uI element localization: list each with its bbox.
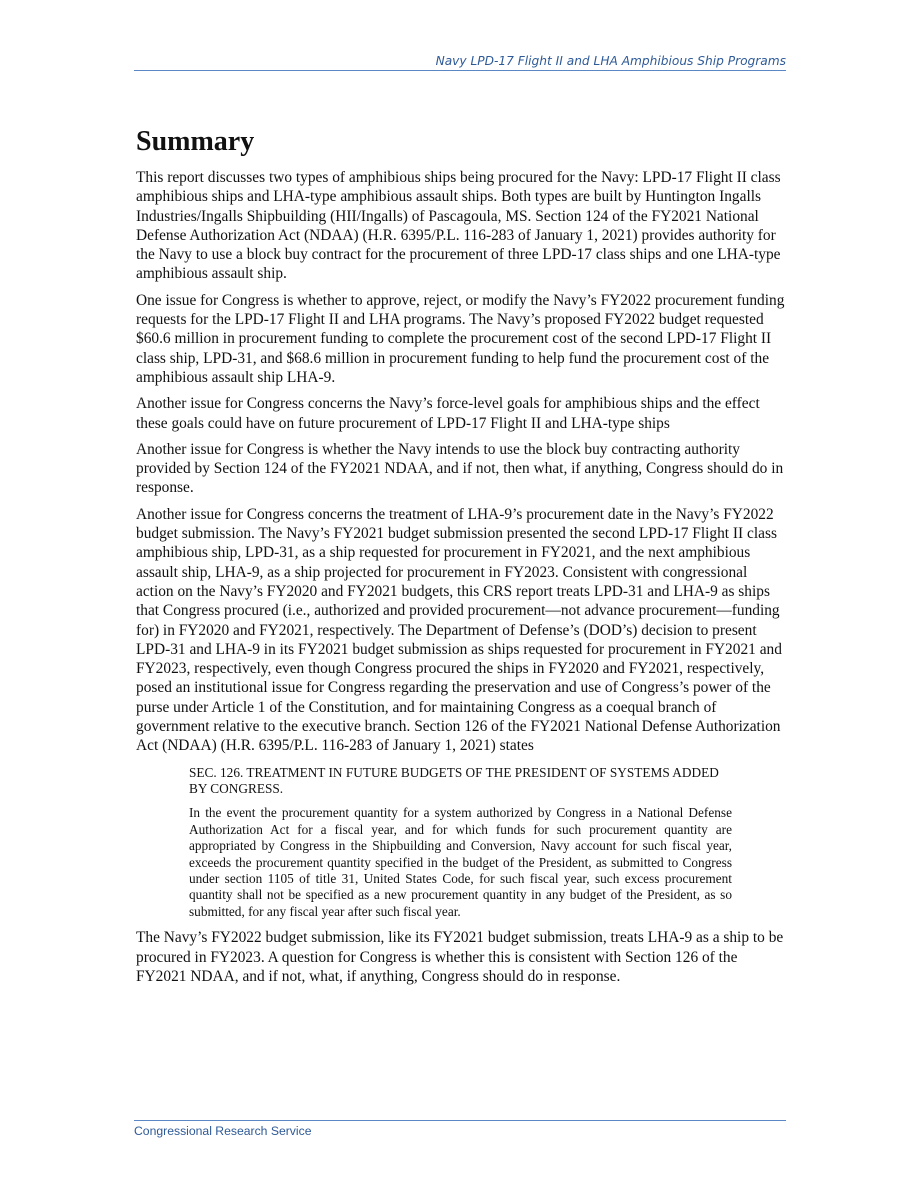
running-footer: [134, 1120, 786, 1138]
summary-section: [136, 124, 788, 993]
summary-closing-paragraph: The Navy’s FY2022 budget submission, like its FY2021 budget submission, treats LHA-9 as a ship to be procured in FY2023. A question for Congress is whether this is consistent with Section 126 of the FY2021 NDAA, and if not, what, if anything, Congress should do in response.: [136, 929, 784, 985]
statute-quote: [189, 765, 732, 921]
statute-text: In the event the procurement quantity for a system authorized by Congress in a National Defense Authorization Act for a fiscal year, and for which funds for such procurement quantity are appropriated by Congress in the Shipbuilding and Conversion, Navy account for such fiscal year, exceeds the procurement quantity specified in the budget of the President, as submitted to Congress under section 1105 of title 31, United States Code, for such fiscal year, such excess procurement quantity shall not be specified as a new procurement quantity in any budget of the President, as so submitted, for any fiscal year after such fiscal year.: [189, 805, 732, 919]
footer-organization: Congressional Research Service: [134, 1124, 312, 1138]
statute-section-title: SEC. 126. TREATMENT IN FUTURE BUDGETS OF THE PRESIDENT OF SYSTEMS ADDED BY CONGRESS.: [189, 764, 719, 797]
summary-paragraph-1: This report discusses two types of amphibious ships being procured for the Navy: LPD-17 Flight II class amphibious ships and LHA-type amphibious assault ships. Both types are built by Huntington Ingalls Industries/Ingalls Shipbuilding (HII/Ingalls) of Pascagoula, MS. Section 124 of the FY2021 National Defense Authorization Act (NDAA) (H.R. 6395/P.L. 116-283 of January 1, 2021) provides authority for the Navy to use a block buy contract for the procurement of three LPD-17 class ships and one LHA-type amphibious assault ship.: [136, 169, 781, 283]
summary-heading: Summary: [136, 126, 255, 157]
summary-paragraph-3: Another issue for Congress concerns the Navy’s force-level goals for amphibious ships and the effect these goals could have on future procurement of LPD-17 Flight II and LHA-type ships: [136, 395, 760, 432]
summary-paragraph-5: Another issue for Congress concerns the treatment of LHA-9’s procurement date in the Navy’s FY2022 budget submission. The Navy’s FY2021 budget submission presented the second LPD-17 Flight II class amphibious ship, LPD-31, as a ship requested for procurement in FY2021, and the next amphibious assault ship, LHA-9, as a ship projected for procurement in FY2023. Consistent with congressional action on the Navy’s FY2020 and FY2021 budgets, this CRS report treats LPD-31 and LHA-9 as ships that Congress procured (i.e., authorized and provided procurement—not advance procurement—funding for) in FY2020 and FY2021, respectively. The Department of Defense’s (DOD’s) decision to present LPD-31 and LHA-9 in its FY2021 budget submission as ships requested for procurement in FY2021 and FY2023, respectively, even though Congress procured the ships in FY2020 and FY2021, respectively, posed an institutional issue for Congress regarding the preservation and use of Congress’s power of the purse under Article 1 of the Constitution, and for maintaining Congress as a coequal branch of government relative to the executive branch. Section 126 of the FY2021 National Defense Authorization Act (NDAA) (H.R. 6395/P.L. 116-283 of January 1, 2021) states: [136, 505, 782, 755]
running-header-title: Navy LPD-17 Flight II and LHA Amphibious Ship Programs: [435, 54, 786, 68]
summary-paragraph-2: One issue for Congress is whether to approve, reject, or modify the Navy’s FY2022 procurement funding requests for the LPD-17 Flight II and LHA programs. The Navy’s proposed FY2022 budget requested $60.6 million in procurement funding to complete the procurement cost of the second LPD-17 Flight II class ship, LPD-31, and $68.6 million in procurement funding to help fund the procurement cost of the amphibious assault ship LHA-9.: [136, 291, 785, 386]
summary-paragraph-4: Another issue for Congress is whether the Navy intends to use the block buy contracting authority provided by Section 124 of the FY2021 NDAA, and if not, then what, if anything, Congress should do in response.: [136, 440, 784, 497]
running-header: [134, 54, 786, 71]
